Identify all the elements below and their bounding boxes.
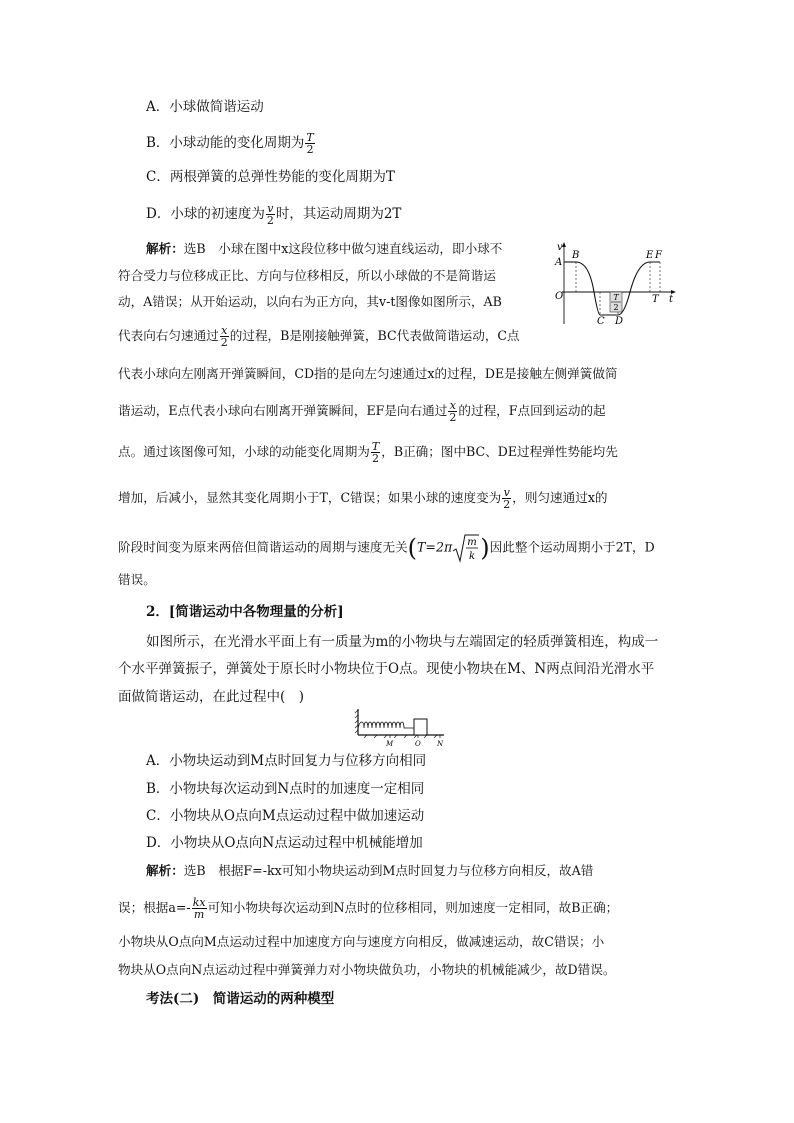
solution-text: 的过程，B是刚接触弹簧，BC代表做简谐运动，C点 — [229, 328, 520, 343]
right-paren: ) — [480, 534, 490, 562]
fraction-t-over-2 — [371, 441, 380, 464]
fraction-denominator: 2 — [266, 214, 274, 227]
fraction-denominator: 2 — [503, 498, 511, 511]
fraction-v-over-2 — [502, 487, 511, 510]
q1-option-d-tail: 时，其运动周期为2T — [275, 206, 402, 222]
origin-label: O — [555, 291, 564, 302]
fraction-numerator: T — [306, 131, 314, 144]
point-e-label: E — [646, 250, 654, 261]
q1-option-d — [146, 203, 401, 226]
left-paren: ( — [407, 534, 418, 562]
fraction-v-over-2 — [266, 203, 275, 226]
point-m-label: M — [386, 740, 394, 747]
fraction-x-over-2 — [448, 400, 457, 423]
fraction-t-over-2 — [305, 132, 314, 155]
solution-2-line-4: 物块从O点向N点运动过程中弹簧弹力对小物块做负功，小物块的机械能减少，故D错误。 — [118, 962, 616, 977]
question-2-option-a: A．小物块运动到M点时回复力与位移方向相同 — [146, 753, 427, 769]
solution-1-line-4 — [118, 325, 520, 348]
solution-1-line-10: 错误。 — [118, 572, 156, 587]
point-f-label: F — [655, 250, 662, 261]
solution-text: 点。通过该图像可知，小球的动能变化周期为 — [118, 444, 370, 459]
question-2-option-d: D．小物块从O点向N点运动过程中机械能增加 — [146, 835, 423, 851]
fraction-numerator: v — [267, 202, 274, 215]
solution-2-line-2 — [118, 897, 618, 920]
solution-1-line-5: 代表小球向左刚离开弹簧瞬间，CD指的是向左匀速通过x的过程，DE是接触左侧弹簧做简 — [118, 366, 618, 381]
question-2-stem-3: 面做简谐运动，在此过程中( ) — [118, 689, 305, 705]
question-2-stem-2: 个水平弹簧振子，弹簧处于原长时小物块位于O点。现使小物块在M、N两点间沿光滑水平 — [118, 661, 655, 677]
fraction-numerator: x — [449, 399, 456, 412]
point-o-label: O — [415, 740, 421, 747]
q1-option-c: C．两根弹簧的总弹性势能的变化周期为T — [146, 169, 395, 185]
sqrt-numerator: m — [467, 537, 478, 548]
fraction-x-over-2 — [220, 325, 229, 348]
point-d-label: D — [615, 316, 624, 327]
fraction-denominator: 2 — [306, 143, 314, 156]
block — [414, 719, 427, 735]
point-a-label: A — [555, 257, 563, 268]
fraction-numerator: kx — [192, 896, 206, 909]
question-2-stem-1: 如图所示，在光滑水平面上有一质量为m的小物块与左端固定的轻质弹簧相连，构成一 — [146, 634, 659, 650]
solution-1-line-6 — [118, 400, 606, 423]
sqrt-m-over-k — [452, 533, 480, 563]
solution-label: 解析： — [146, 241, 184, 256]
question-2-option-c: C．小物块从O点向M点运动过程中做加速运动 — [146, 808, 425, 824]
q1-option-b-text: B．小球动能的变化周期为 — [146, 135, 305, 151]
q1-option-d-text: D．小球的初速度为 — [146, 206, 265, 222]
q1-option-a: A．小球做简谐运动 — [146, 99, 264, 115]
solution-1-line-3: 动，A错误；从开始运动，以向右为正方向，其v-t图像如图所示，AB — [118, 294, 502, 309]
fraction-denominator: 2 — [372, 452, 380, 465]
question-2-heading: 2．[简谐运动中各物理量的分析] — [146, 604, 344, 620]
section-heading: 考法(二) 简谐运动的两种模型 — [146, 991, 335, 1007]
solution-text: 选B 根据F=-kx可知小物块运动到M点时回复力与位移方向相反，故A错 — [183, 863, 594, 878]
solution-text: 误；根据a=- — [118, 900, 191, 915]
solution-label: 解析： — [146, 863, 184, 878]
axis-t-label: t — [669, 294, 674, 305]
fraction-numerator: x — [221, 324, 228, 337]
spring-oscillator-figure — [354, 705, 446, 747]
fraction-denominator: 2 — [220, 336, 228, 349]
velocity-time-graph — [554, 238, 678, 328]
solution-text: ，则匀速通过x的 — [512, 490, 608, 505]
q1-option-b — [146, 132, 316, 155]
solution-1-line-7 — [118, 441, 618, 464]
point-c-label: C — [597, 316, 605, 327]
solution-2-line-1 — [146, 862, 593, 880]
half-period-denominator: 2 — [613, 303, 619, 312]
solution-2-line-3: 小物块从O点向M点运动过程中加速度方向与速度方向相反，做减速运动，故C错误；小 — [118, 934, 605, 949]
fraction-denominator: m — [193, 908, 205, 921]
solution-text: 谐运动，E点代表小球向右刚离开弹簧瞬间，EF是向右通过 — [118, 403, 448, 418]
solution-text: 的过程，F点回到运动的起 — [458, 403, 606, 418]
solution-text: 代表向右匀速通过 — [118, 328, 219, 343]
solution-1-line-8 — [118, 487, 608, 510]
fraction-denominator: 2 — [449, 411, 457, 424]
solution-text: ，B正确；图中BC、DE过程弹性势能均先 — [381, 444, 618, 459]
solution-text: 因此整个运动周期小于2T，D — [489, 539, 655, 555]
solution-text: 增加，后减小，显然其变化周期小于T，C错误；如果小球的速度变为 — [118, 490, 502, 505]
solution-1-line-2: 符合受力与位移成正比、方向与位移相反，所以小球做的不是简谐运 — [118, 268, 496, 283]
period-formula: T=2π — [417, 539, 453, 555]
half-period-numerator: T — [613, 293, 619, 302]
point-b-label: B — [572, 250, 580, 261]
sqrt-denominator: k — [469, 551, 476, 562]
period-t-label: T — [652, 294, 659, 305]
solution-text: 选B 小球在图中x这段位移中做匀速直线运动，即小球不 — [183, 241, 503, 256]
spring — [358, 722, 414, 728]
solution-text: 可知小物块每次运动到N点时的位移相同，则加速度一定相同，故B正确； — [207, 900, 619, 915]
point-n-label: N — [437, 740, 444, 747]
fraction-kx-over-m — [192, 897, 207, 920]
solution-1-line-9 — [118, 533, 655, 563]
fraction-numerator: T — [371, 440, 380, 453]
solution-1-line-1 — [146, 240, 502, 258]
solution-text: 阶段时间变为原来两倍但简谐运动的周期与速度无关 — [118, 539, 408, 555]
question-2-option-b: B．小物块每次运动到N点时的加速度一定相同 — [146, 781, 425, 797]
axis-v-label: v — [557, 242, 563, 253]
fraction-numerator: v — [503, 486, 510, 499]
